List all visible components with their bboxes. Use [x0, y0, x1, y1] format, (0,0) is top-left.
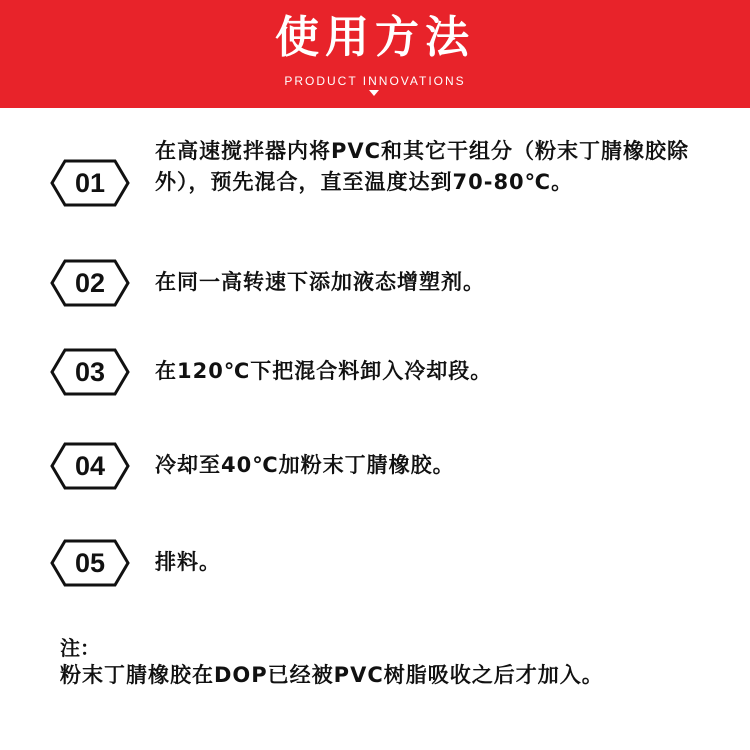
- header-banner: [0, 0, 750, 108]
- step-number: 02: [74, 268, 106, 298]
- step-text: 排料。: [155, 550, 221, 574]
- step-text: 在同一高转速下添加液态增塑剂。: [155, 270, 485, 294]
- step-number: 01: [74, 168, 106, 198]
- step-04-badge: [50, 442, 130, 490]
- step-01-badge: [50, 159, 130, 207]
- step-text: 在高速搅拌器内将PVC和其它干组分（粉末丁腈橡胶除外），预先混合，直至温度达到70-80℃。: [155, 139, 690, 194]
- step-number: 04: [74, 451, 106, 481]
- page-title: 使用方法: [275, 12, 475, 63]
- note-text: 粉末丁腈橡胶在DOP已经被PVC树脂吸收之后才加入。: [60, 663, 604, 687]
- note-label: 注：: [60, 636, 100, 660]
- chevron-down-icon: [369, 90, 379, 96]
- page-subtitle: PRODUCT INNOVATIONS: [284, 74, 466, 88]
- step-05-badge: [50, 539, 130, 587]
- step-text: 在120℃下把混合料卸入冷却段。: [155, 359, 493, 383]
- step-number: 05: [74, 548, 106, 578]
- step-text: 冷却至40℃加粉末丁腈橡胶。: [155, 453, 455, 477]
- step-03-badge: [50, 348, 130, 396]
- step-number: 03: [74, 357, 106, 387]
- step-02-badge: [50, 259, 130, 307]
